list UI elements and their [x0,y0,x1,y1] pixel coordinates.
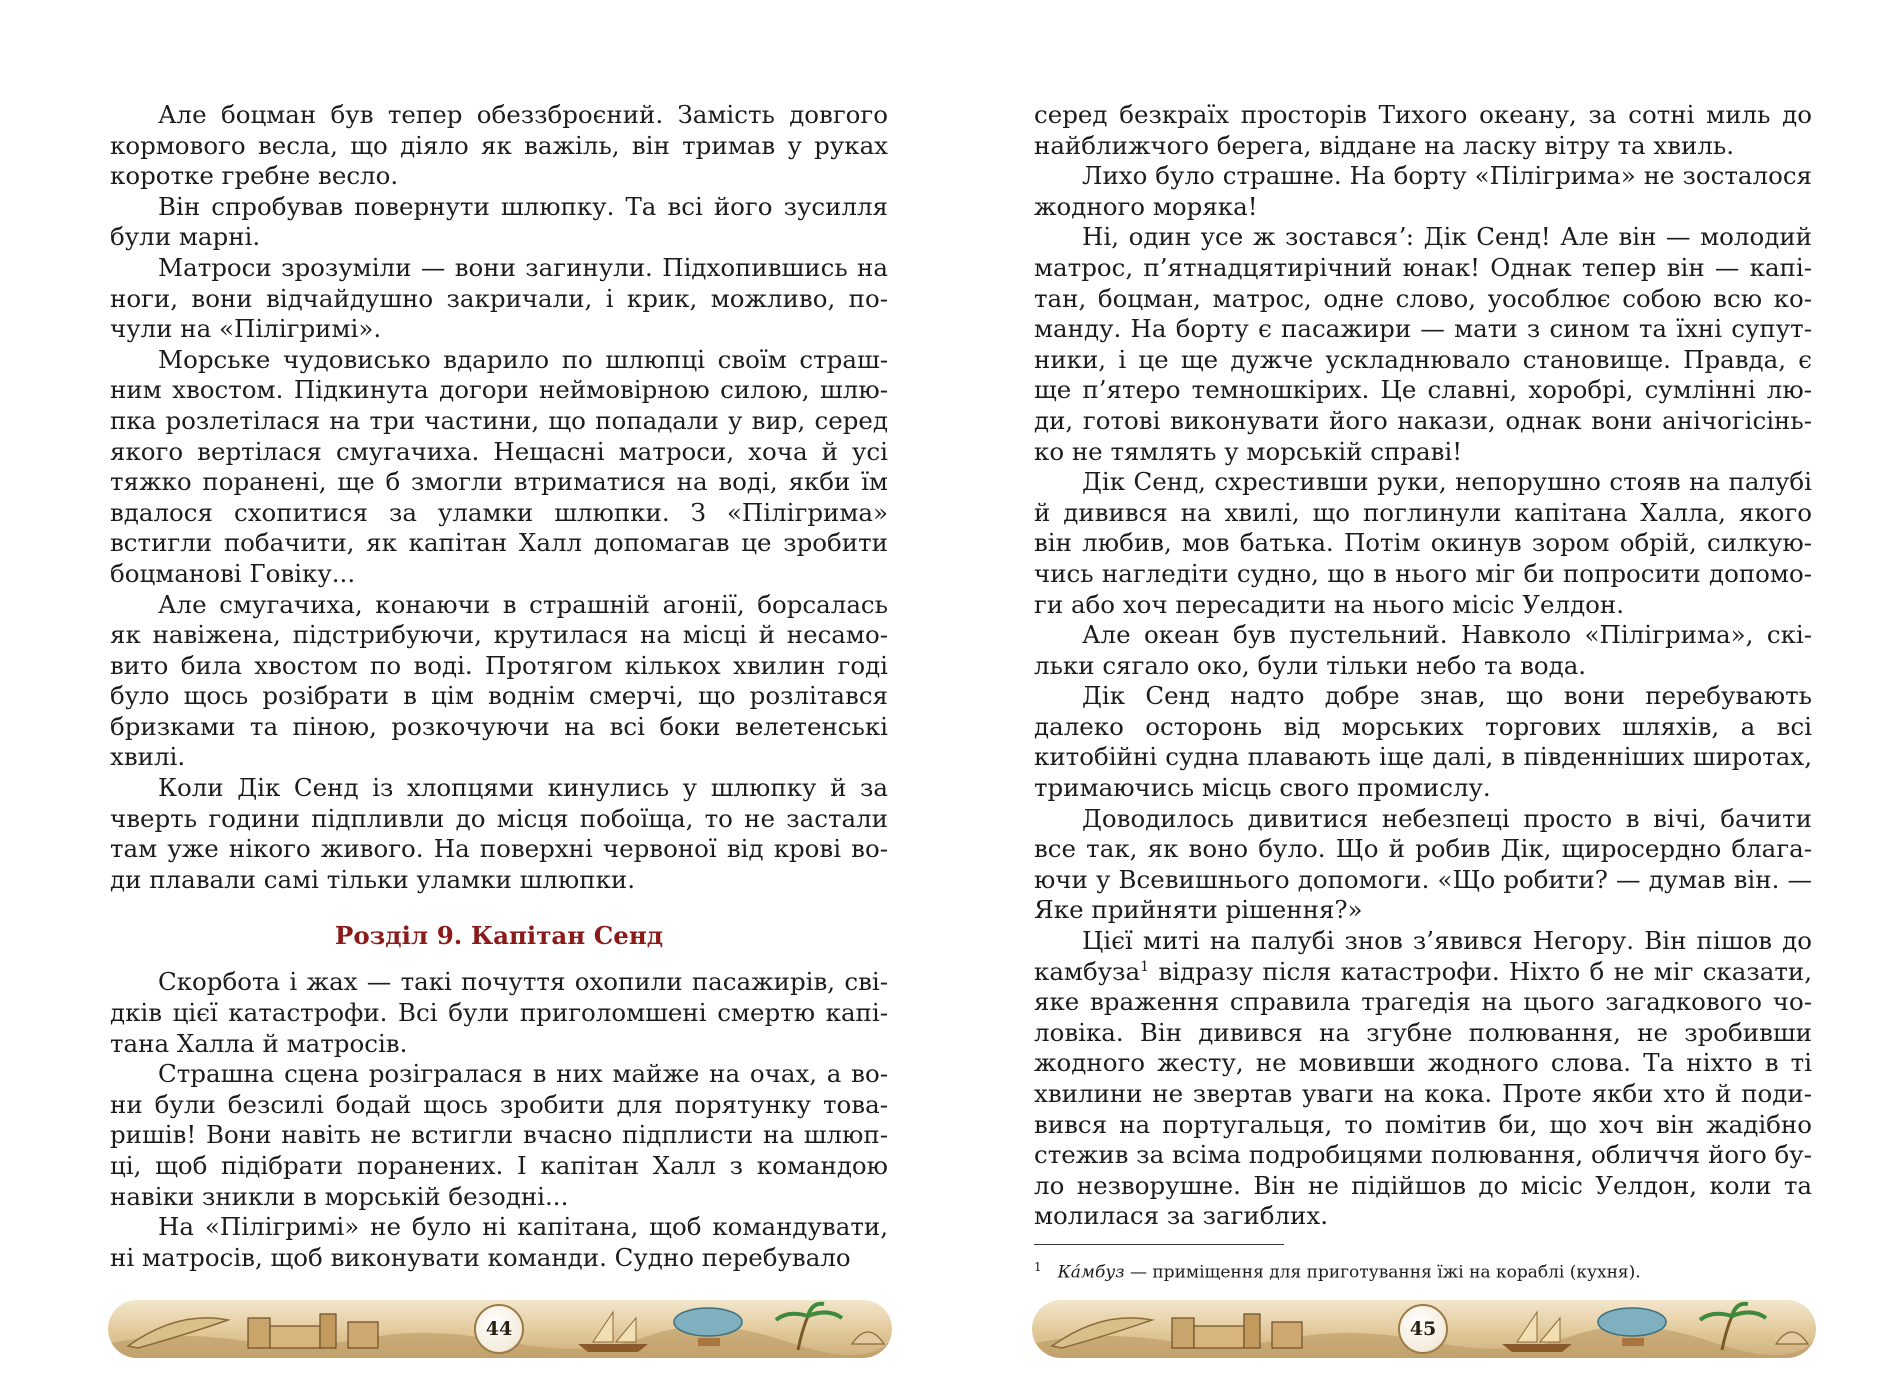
paragraph: Але смугачиха, конаючи в страшній агонії, борсалась як навіжена, підстрибуючи, крутилася на місці й несамовито била хвостом по воді. Протягом кількох хвилин годі було щось розібрати в цім воднім смерчі, що розлітався бризками та піною, розкочуючи на всі боки велетенські хвилі. [110,589,888,772]
left-text-column [110,100,888,1273]
paragraph: Дік Сенд надто добре знав, що вони перебувають далеко осторонь від морських торгових шляхів, а всі китобійні судна плавають іще далі, в південніших широтах, тримаючись місць свого промислу. [1034,681,1812,803]
paragraph: Морське чудовисько вдарило по шлюпці своїм страшним хвостом. Підкинута догори неймовірною силою, шлюпка розлетілася на три частини, що попадали у вир, серед якого вертілася смугачиха. Нещасні матроси, хоча й усі тяжко поранені, ще б змогли втриматися на воді, якби їм вдалося схопитися за уламки шлюпки. З «Пілігрима» встигли побачити, як капітан Халл допомагав це зробити боцманові Говіку... [110,344,888,588]
footnote-reference[interactable]: 1 [1140,958,1150,975]
footnote-text: — приміщення для приготування їжі на кораблі (кухня). [1124,1262,1641,1283]
shell-icon [1776,1332,1808,1344]
right-page [952,0,1904,1400]
footnote-mark: 1 [1034,1260,1042,1274]
footnote-term: Ка́мбуз [1057,1262,1125,1283]
paragraph: Але океан був пустельний. Навколо «Пілігрима», скільки сягало око, були тільки небо та вода. [1034,620,1812,680]
footnote-divider [1034,1244,1284,1245]
paragraph-text: Цієї миті на палубі знов з’явився Негору. Він пішов до камбуза [1034,926,1812,986]
paragraph: Доводилось дивитися небезпеці просто в вічі, бачити все так, як воно було. Що й робив Дік, щиросердно благаючи у Всевишнього допомоги. «Що робити? — думав він. — Яке прийняти рішення?» [1034,803,1812,925]
paragraph: Лихо було страшне. На борту «Пілігрима» не зосталося жодного моряка! [1034,161,1812,221]
paragraph: Дік Сенд, схрестивши руки, непорушно стояв на палубі й дивився на хвилі, що поглинули капітана Халла, якого він любив, мов батька. Потім окинув зором обрій, силкуючись нагледіти судно, що в нього міг би попросити допомоги або хоч пересадити на нього місіс Уелдон. [1034,467,1812,619]
paragraph-text: відразу після катастрофи. Ніхто б не міг сказати, яке враження справила трагедія на цього загадкового чоловіка. Він дивився на згубне полювання, не зробивши жодного жесту, не мовивши жодного слова. Та ніхто в ті хвилини не звертав уваги на кока. Проте якби хто й подивився на португальця, то помітив би, що хоч він жадібно стежив за всіма подробицями полювання, обличчя його було незворушне. Він не підійшов до місіс Уелдон, коли та молилася за загиблих. [1034,956,1812,1231]
paragraph: На «Пілігримі» не було ні капітана, щоб командувати, ні матросів, щоб виконувати команди. Судно перебувало [110,1212,888,1272]
paragraph: Страшна сцена розігралася в них майже на очах, а вони були безсилі бодай щось зробити для порятунку товаришів! Вони навіть не встигли вчасно підплисти на шлюпці, щоб підібрати поранених. І капітан Халл з командою навіки зникли в морській безодні... [110,1059,888,1211]
ship-icon [578,1312,648,1352]
paragraph-continuation: серед безкраїх просторів Тихого океану, за сотні миль до найближчого берега, віддане на ласку вітру та хвиль. [1034,100,1812,160]
chapter-title: Розділ 9. Капітан Сенд [334,921,664,951]
paragraph: Але боцман був тепер обеззброєний. Замість довгого кормового весла, що діяло як важіль, він тримав у руках коротке гребне весло. [110,100,888,191]
right-text-column [1034,100,1812,1232]
ship-icon [1502,1312,1572,1352]
page-number: 44 [474,1304,524,1354]
footnote [1034,1256,1814,1284]
castle-icon [1172,1314,1302,1348]
paragraph-with-footnote [1034,926,1812,1232]
paragraph: Матроси зрозуміли — вони загинули. Підхопившись на ноги, вони відчайдушно закричали, і крик, можливо, почули на «Пілігримі». [110,252,888,344]
page-number: 45 [1398,1304,1448,1354]
paragraph: Він спробував повернути шлюпку. Та всі його зусилля були марні. [110,191,888,252]
paragraph: Коли Дік Сенд із хлопцями кинулись у шлюпку й за чверть години підпливли до місця побоїща, то не застали там уже нікого живого. На поверхні червоної від крові води плавали самі тільки уламки шлюпки. [110,773,888,894]
paragraph: Ні, один усе ж зоставсяʼ: Дік Сенд! Але він — молодий матрос, п’ятнадцятирічний юнак! Однак тепер він — капітан, боцман, матрос, одне слово, уособлює собою всю команду. На борту є пасажири — мати з сином та їхні супутники, і це ще дужче ускладнювало становище. Правда, є ще п’ятеро темношкірих. Це славні, хоробрі, сумлінні люди, готові виконувати його накази, однак вони анічогісінько не тямлять у морській справі! [1034,222,1812,466]
castle-icon [248,1314,378,1348]
shell-icon [852,1332,884,1344]
paragraph: Скорбота і жах — такі почуття охопили пасажирів, свідків цієї катастрофи. Всі були приголомшені смертю капітана Халла й матросів. [110,967,888,1058]
